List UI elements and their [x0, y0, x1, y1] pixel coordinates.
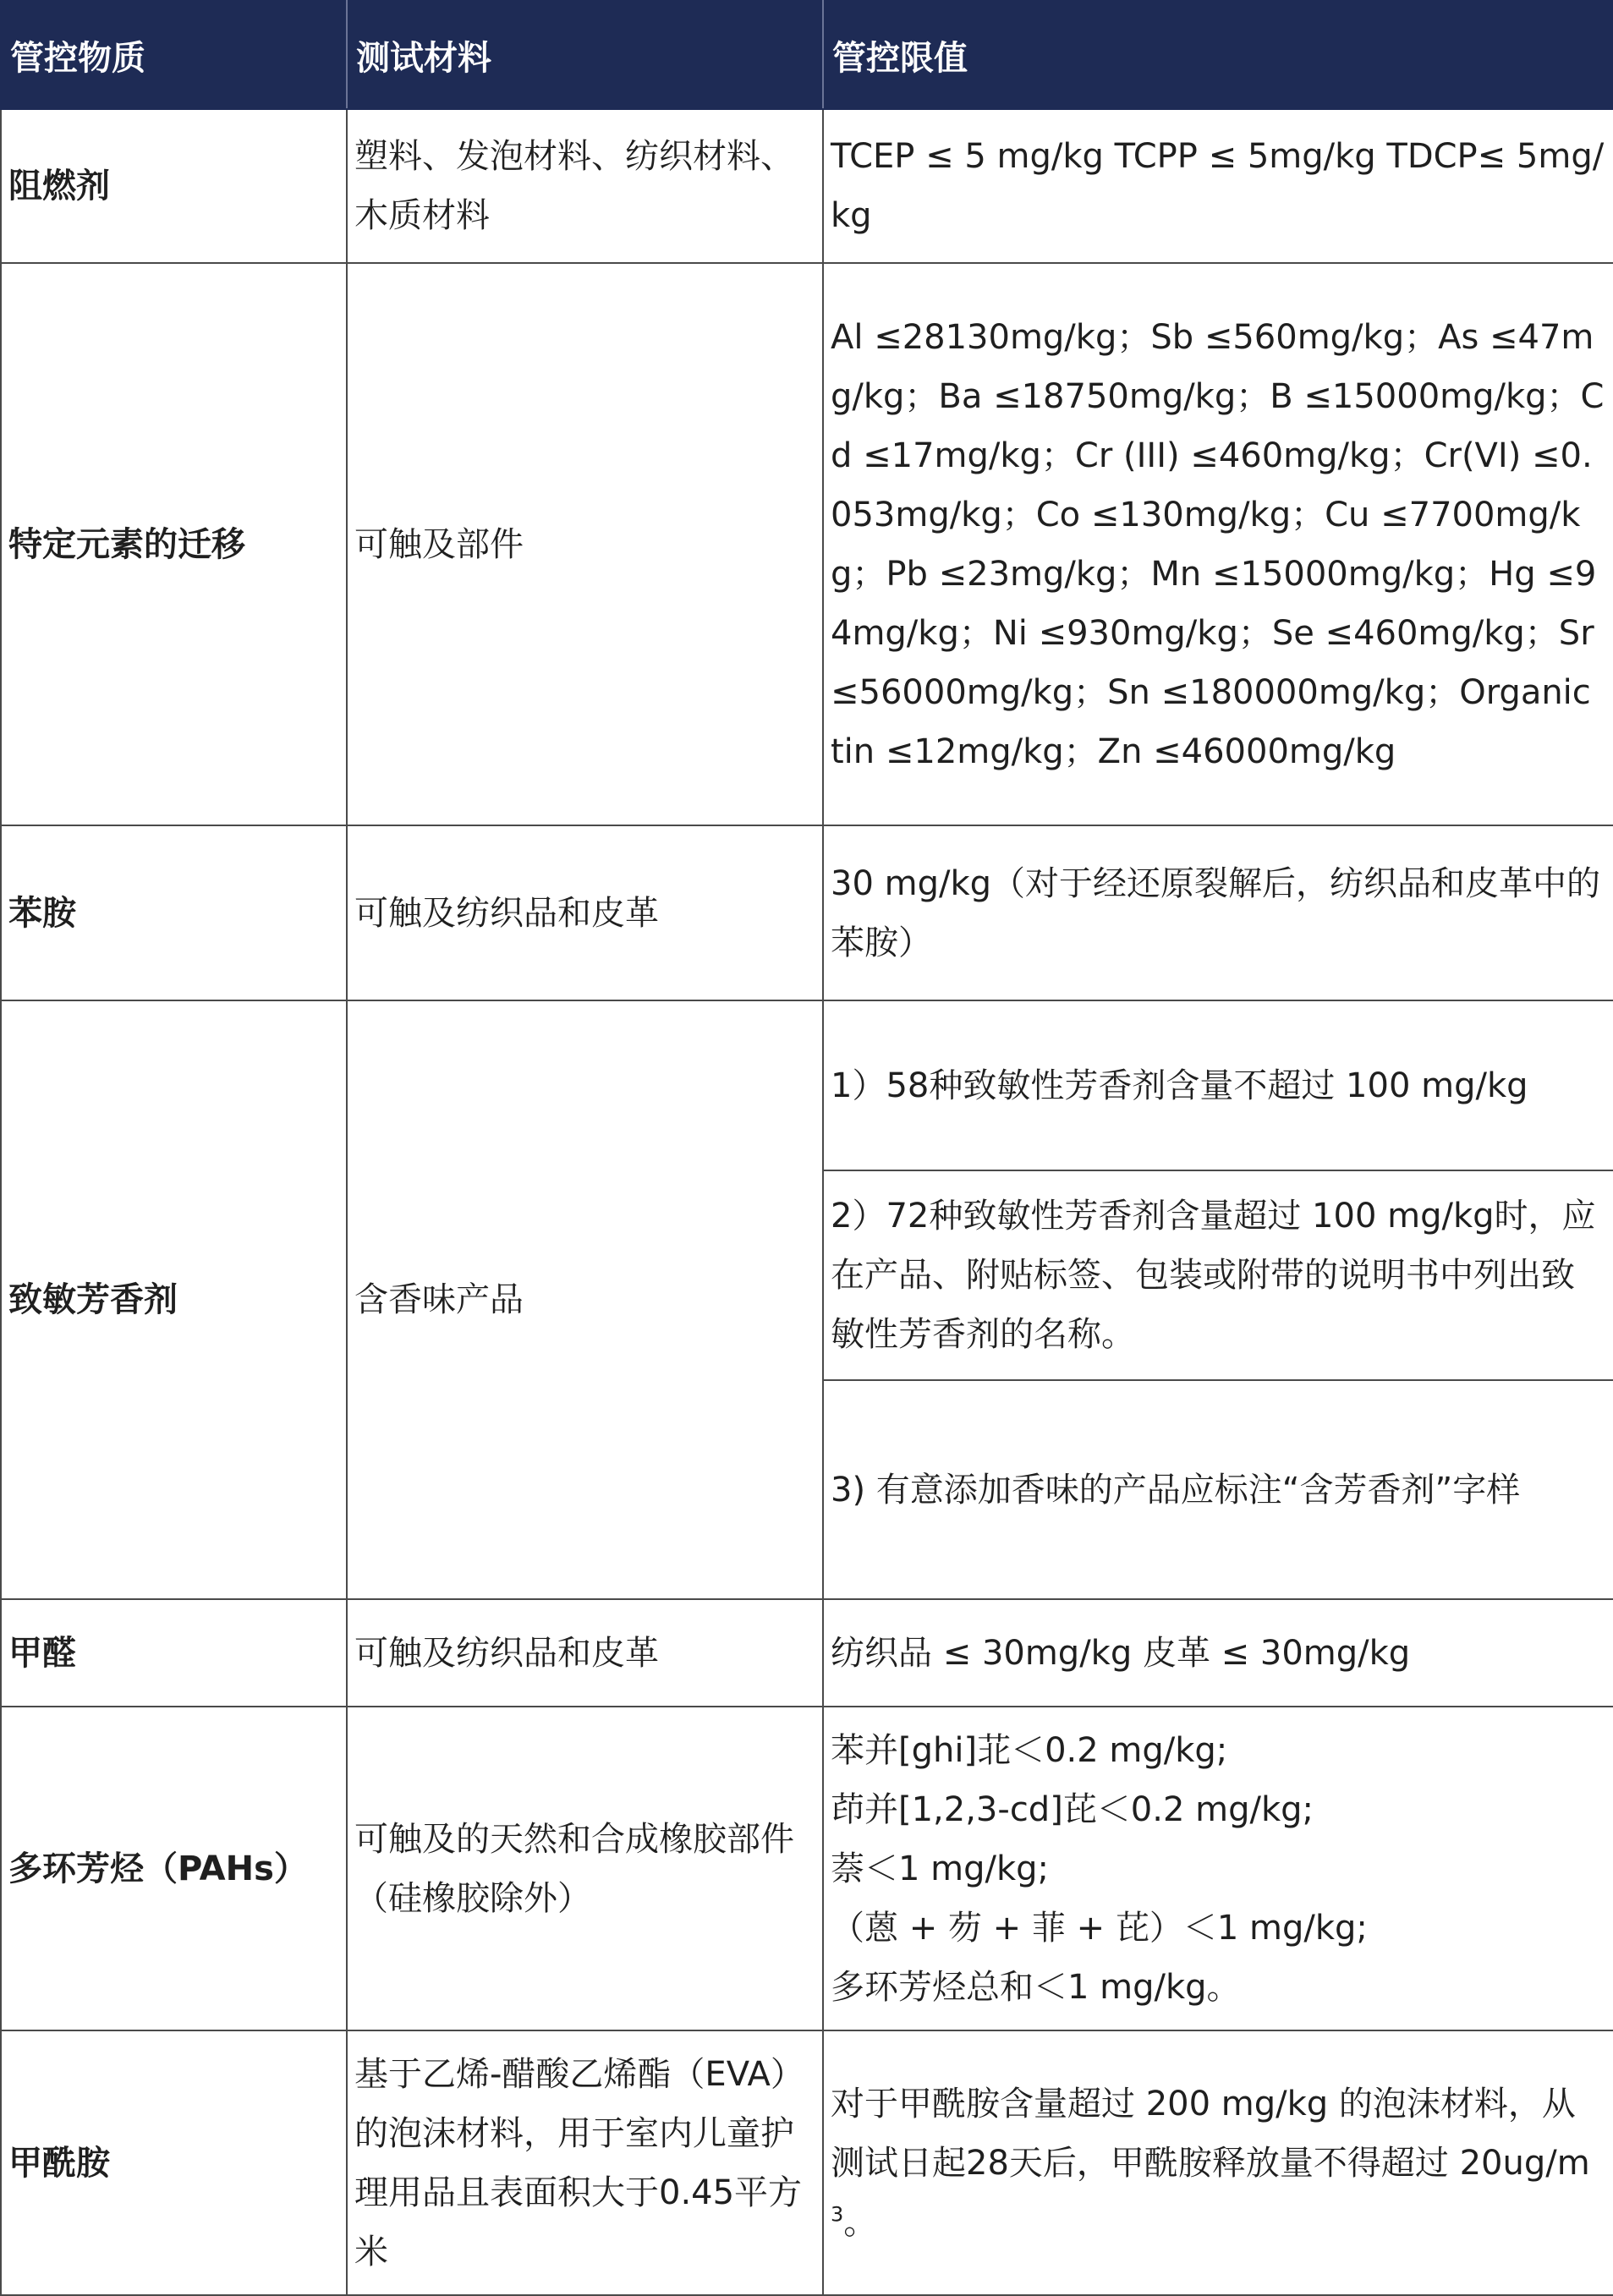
- table-row: [1, 109, 1613, 263]
- header-material: 测试材料: [347, 1, 823, 109]
- substance-cell: 多环芳烃（PAHs）: [1, 1707, 347, 2030]
- limit-line: 茚并[1,2,3-cd]芘＜0.2 mg/kg;: [831, 1789, 1314, 1829]
- material-cell: 可触及纺织品和皮革: [347, 825, 823, 1000]
- limit-line: 苯并[ghi]苝＜0.2 mg/kg;: [831, 1730, 1228, 1770]
- table-row: [1, 1599, 1613, 1707]
- header-substance: 管控物质: [1, 1, 347, 109]
- limit-cell: [823, 2030, 1613, 2295]
- material-cell: 含香味产品: [347, 1000, 823, 1599]
- material-cell: 可触及部件: [347, 263, 823, 825]
- superscript: 3: [831, 2202, 844, 2227]
- limit-cell: TCEP ≤ 5 mg/kg TCPP ≤ 5mg/kg TDCP≤ 5mg/kg: [823, 109, 1613, 263]
- limit-line: 多环芳烃总和＜1 mg/kg。: [831, 1967, 1241, 2007]
- limit-cell: 2）72种致敏性芳香剂含量超过 100 mg/kg时，应在产品、附贴标签、包装或附带的说明书中列出致敏性芳香剂的名称。: [823, 1170, 1613, 1380]
- limit-cell: 3) 有意添加香味的产品应标注“含芳香剂”字样: [823, 1380, 1613, 1599]
- limit-cell: 纺织品 ≤ 30mg/kg 皮革 ≤ 30mg/kg: [823, 1599, 1613, 1707]
- table-row: [1, 825, 1613, 1000]
- material-cell: 可触及纺织品和皮革: [347, 1599, 823, 1707]
- table-header-row: [1, 1, 1613, 109]
- substance-cell: 甲醛: [1, 1599, 347, 1707]
- table-row: [1, 2030, 1613, 2295]
- material-cell: 塑料、发泡材料、纺织材料、木质材料: [347, 109, 823, 263]
- substance-cell: 致敏芳香剂: [1, 1000, 347, 1599]
- substance-cell: 甲酰胺: [1, 2030, 347, 2295]
- limit-line: 萘＜1 mg/kg;: [831, 1849, 1050, 1888]
- limit-cell: 1）58种致敏性芳香剂含量不超过 100 mg/kg: [823, 1000, 1613, 1170]
- material-cell: 基于乙烯-醋酸乙烯酯（EVA）的泡沫材料，用于室内儿童护理用品且表面积大于0.45平方米: [347, 2030, 823, 2295]
- limit-text: 对于甲酰胺含量超过 200 mg/kg 的泡沫材料，从测试日起28天后，甲酰胺释放量不得超过 20ug/m: [831, 2084, 1590, 2183]
- table-row: [1, 1707, 1613, 2030]
- substance-cell: 阻燃剂: [1, 109, 347, 263]
- limit-end: 。: [843, 2202, 878, 2242]
- substance-cell: 苯胺: [1, 825, 347, 1000]
- limit-cell: [823, 1707, 1613, 2030]
- substance-cell: 特定元素的迁移: [1, 263, 347, 825]
- material-cell: 可触及的天然和合成橡胶部件（硅橡胶除外）: [347, 1707, 823, 2030]
- table-row: [1, 263, 1613, 825]
- limit-cell: 30 mg/kg（对于经还原裂解后，纺织品和皮革中的苯胺）: [823, 825, 1613, 1000]
- limit-line: （蒽 + 芴 + 菲 + 芘）＜1 mg/kg;: [831, 1908, 1368, 1948]
- header-limit: 管控限值: [823, 1, 1613, 109]
- limit-cell: Al ≤28130mg/kg；Sb ≤560mg/kg；As ≤47mg/kg；Ba ≤18750mg/kg；B ≤15000mg/kg；Cd ≤17mg/kg；Cr (III) ≤460mg/kg；Cr(VI) ≤0.053mg/kg；Co ≤130mg/kg；Cu ≤7700mg/kg；Pb ≤23mg/kg；Mn ≤15000mg/kg；Hg ≤94mg/kg；Ni ≤930mg/kg；Se ≤460mg/kg；Sr ≤56000mg/kg；Sn ≤180000mg/kg；Organic tin ≤12mg/kg；Zn ≤46000mg/kg: [823, 263, 1613, 825]
- table-row: [1, 1000, 1613, 1170]
